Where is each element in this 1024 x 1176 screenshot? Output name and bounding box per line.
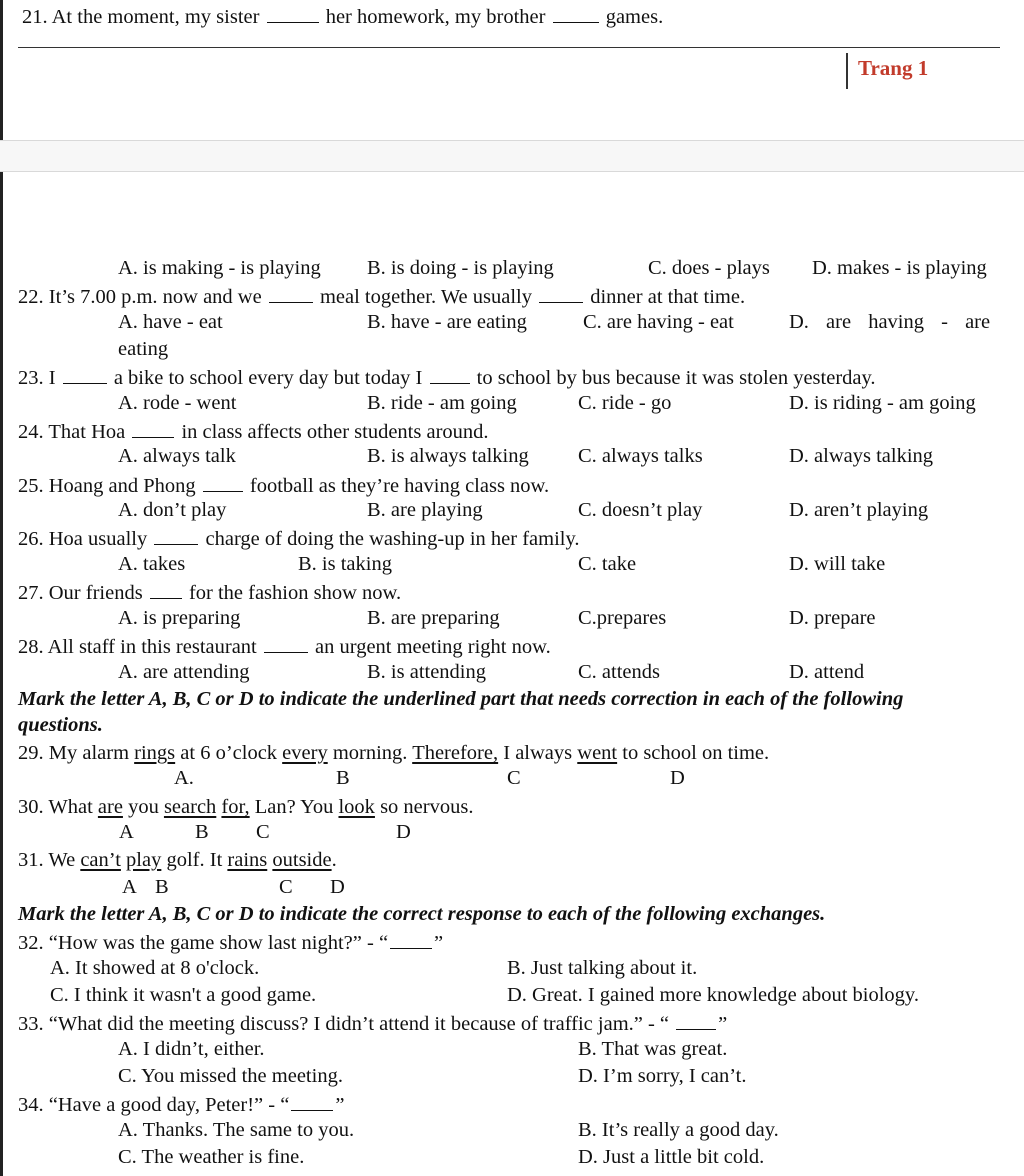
q23-option-a: A. rode - went: [118, 392, 237, 414]
q23-option-d: D. is riding - am going: [789, 392, 976, 414]
q22-option-c: C. are having - eat: [583, 311, 734, 333]
underlined-part-a: are: [97, 796, 123, 818]
q21-option-c: C. does - plays: [648, 257, 770, 279]
question-23-stem: 23. I a bike to school every day but today I to school by bus because it was stolen yesterday.: [18, 367, 876, 389]
question-33-stem: 33. “What did the meeting discuss? I didn’t attend it because of traffic jam.” - “ ”: [18, 1013, 728, 1035]
answer-blank: [203, 474, 243, 492]
question-31-stem: 31. We can’t play golf. It rains outside.: [18, 849, 337, 871]
q25-option-b: B. are playing: [367, 499, 483, 521]
answer-blank: [430, 366, 470, 384]
answer-blank: [150, 581, 182, 599]
underlined-part-d: went: [577, 742, 618, 764]
q29-letter-d: D: [670, 767, 685, 789]
q22-option-b: B. have - are eating: [367, 311, 527, 333]
answer-blank: [269, 285, 313, 303]
left-border: [0, 0, 3, 1176]
q24-option-c: C. always talks: [578, 445, 703, 467]
question-26-stem: 26. Hoa usually charge of doing the washing-up in her family.: [18, 528, 580, 550]
q29-letter-b: B: [336, 767, 350, 789]
q33-option-b: B. That was great.: [578, 1038, 728, 1060]
underlined-part-c: rains: [227, 849, 268, 871]
q31-letter-d: D: [330, 876, 345, 898]
underlined-part-d: outside: [272, 849, 332, 871]
q30-letter-d: D: [396, 821, 411, 843]
underlined-part-b: search: [163, 796, 217, 818]
answer-blank: [291, 1093, 333, 1111]
q34-option-c: C. The weather is fine.: [118, 1146, 305, 1168]
underlined-part-c: for,: [221, 796, 250, 818]
underlined-part-c: Therefore,: [412, 742, 499, 764]
answer-blank: [267, 5, 319, 23]
q31-letter-b: B: [155, 876, 169, 898]
q23-option-b: B. ride - am going: [367, 392, 517, 414]
question-25-stem: 25. Hoang and Phong football as they’re having class now.: [18, 475, 550, 497]
q30-letter-c: C: [256, 821, 270, 843]
q21-option-d: D. makes - is playing: [812, 257, 987, 279]
question-34-stem: 34. “Have a good day, Peter!” - “ ”: [18, 1094, 345, 1116]
question-27-stem: 27. Our friends for the fashion show now.: [18, 582, 402, 604]
q27-option-d: D. prepare: [789, 607, 876, 629]
section-instruction-error-id-cont: questions.: [18, 714, 103, 736]
q22-option-d: D. are having - are: [789, 311, 991, 333]
q33-option-d: D. I’m sorry, I can’t.: [578, 1065, 747, 1087]
q30-letter-b: B: [195, 821, 209, 843]
answer-blank: [676, 1012, 716, 1030]
page-gap: [0, 140, 1024, 172]
q24-option-a: A. always talk: [118, 445, 236, 467]
q25-option-c: C. doesn’t play: [578, 499, 703, 521]
q27-option-c: C.prepares: [578, 607, 667, 629]
q33-option-a: A. I didn’t, either.: [118, 1038, 265, 1060]
answer-blank: [553, 5, 599, 23]
q32-option-a: A. It showed at 8 o'clock.: [50, 957, 260, 979]
question-21-stem: 21. At the moment, my sister her homework, my brother games.: [22, 6, 664, 28]
answer-blank: [154, 527, 198, 545]
q26-option-b: B. is taking: [298, 553, 392, 575]
q27-option-b: B. are preparing: [367, 607, 500, 629]
q30-letter-a: A: [119, 821, 134, 843]
underlined-part-b: every: [282, 742, 328, 764]
question-28-stem: 28. All staff in this restaurant an urgent meeting right now.: [18, 636, 551, 658]
question-29-stem: 29. My alarm rings at 6 o’clock every morning. Therefore, I always went to school on time.: [18, 742, 770, 764]
page-label: Trang 1: [858, 56, 929, 80]
q28-option-a: A. are attending: [118, 661, 250, 683]
underlined-part-a: rings: [134, 742, 176, 764]
q22-option-a: A. have - eat: [118, 311, 223, 333]
section-instruction-error-id: Mark the letter A, B, C or D to indicate the underlined part that needs correction in each of the following: [18, 688, 904, 710]
page-break-rule: [18, 47, 1000, 48]
q32-option-c: C. I think it wasn't a good game.: [50, 984, 317, 1006]
underlined-part-d: look: [338, 796, 375, 818]
answer-blank: [132, 420, 174, 438]
q27-option-a: A. is preparing: [118, 607, 241, 629]
answer-blank: [63, 366, 107, 384]
q21-option-b: B. is doing - is playing: [367, 257, 554, 279]
q31-letter-a: A: [122, 876, 137, 898]
q22-option-d-continued: eating: [118, 338, 169, 360]
q28-option-d: D. attend: [789, 661, 865, 683]
answer-blank: [539, 285, 583, 303]
q28-option-b: B. is attending: [367, 661, 487, 683]
underlined-part-a: can’t: [80, 849, 121, 871]
q28-option-c: C. attends: [578, 661, 660, 683]
q34-option-b: B. It’s really a good day.: [578, 1119, 779, 1141]
q32-option-d: D. Great. I gained more knowledge about biology.: [507, 984, 919, 1006]
q26-option-c: C. take: [578, 553, 637, 575]
question-22-stem: 22. It’s 7.00 p.m. now and we meal together. We usually dinner at that time.: [18, 286, 746, 308]
q26-option-d: D. will take: [789, 553, 886, 575]
page-label-divider: [846, 53, 848, 89]
q25-option-d: D. aren’t playing: [789, 499, 929, 521]
question-24-stem: 24. That Hoa in class affects other students around.: [18, 421, 489, 443]
q24-option-d: D. always talking: [789, 445, 934, 467]
q23-option-c: C. ride - go: [578, 392, 672, 414]
answer-blank: [390, 931, 432, 949]
q29-letter-c: C: [507, 767, 521, 789]
q25-option-a: A. don’t play: [118, 499, 227, 521]
q21-option-a: A. is making - is playing: [118, 257, 321, 279]
q34-option-a: A. Thanks. The same to you.: [118, 1119, 355, 1141]
q34-option-d: D. Just a little bit cold.: [578, 1146, 765, 1168]
q24-option-b: B. is always talking: [367, 445, 529, 467]
q29-letter-a: A.: [174, 767, 194, 789]
q26-option-a: A. takes: [118, 553, 186, 575]
section-instruction-responses: Mark the letter A, B, C or D to indicate the correct response to each of the following exchanges.: [18, 903, 826, 925]
q32-option-b: B. Just talking about it.: [507, 957, 698, 979]
question-30-stem: 30. What are you search for, Lan? You look so nervous.: [18, 796, 474, 818]
underlined-part-b: play: [126, 849, 162, 871]
question-32-stem: 32. “How was the game show last night?” - “ ”: [18, 932, 444, 954]
q33-option-c: C. You missed the meeting.: [118, 1065, 343, 1087]
answer-blank: [264, 635, 308, 653]
q31-letter-c: C: [279, 876, 293, 898]
